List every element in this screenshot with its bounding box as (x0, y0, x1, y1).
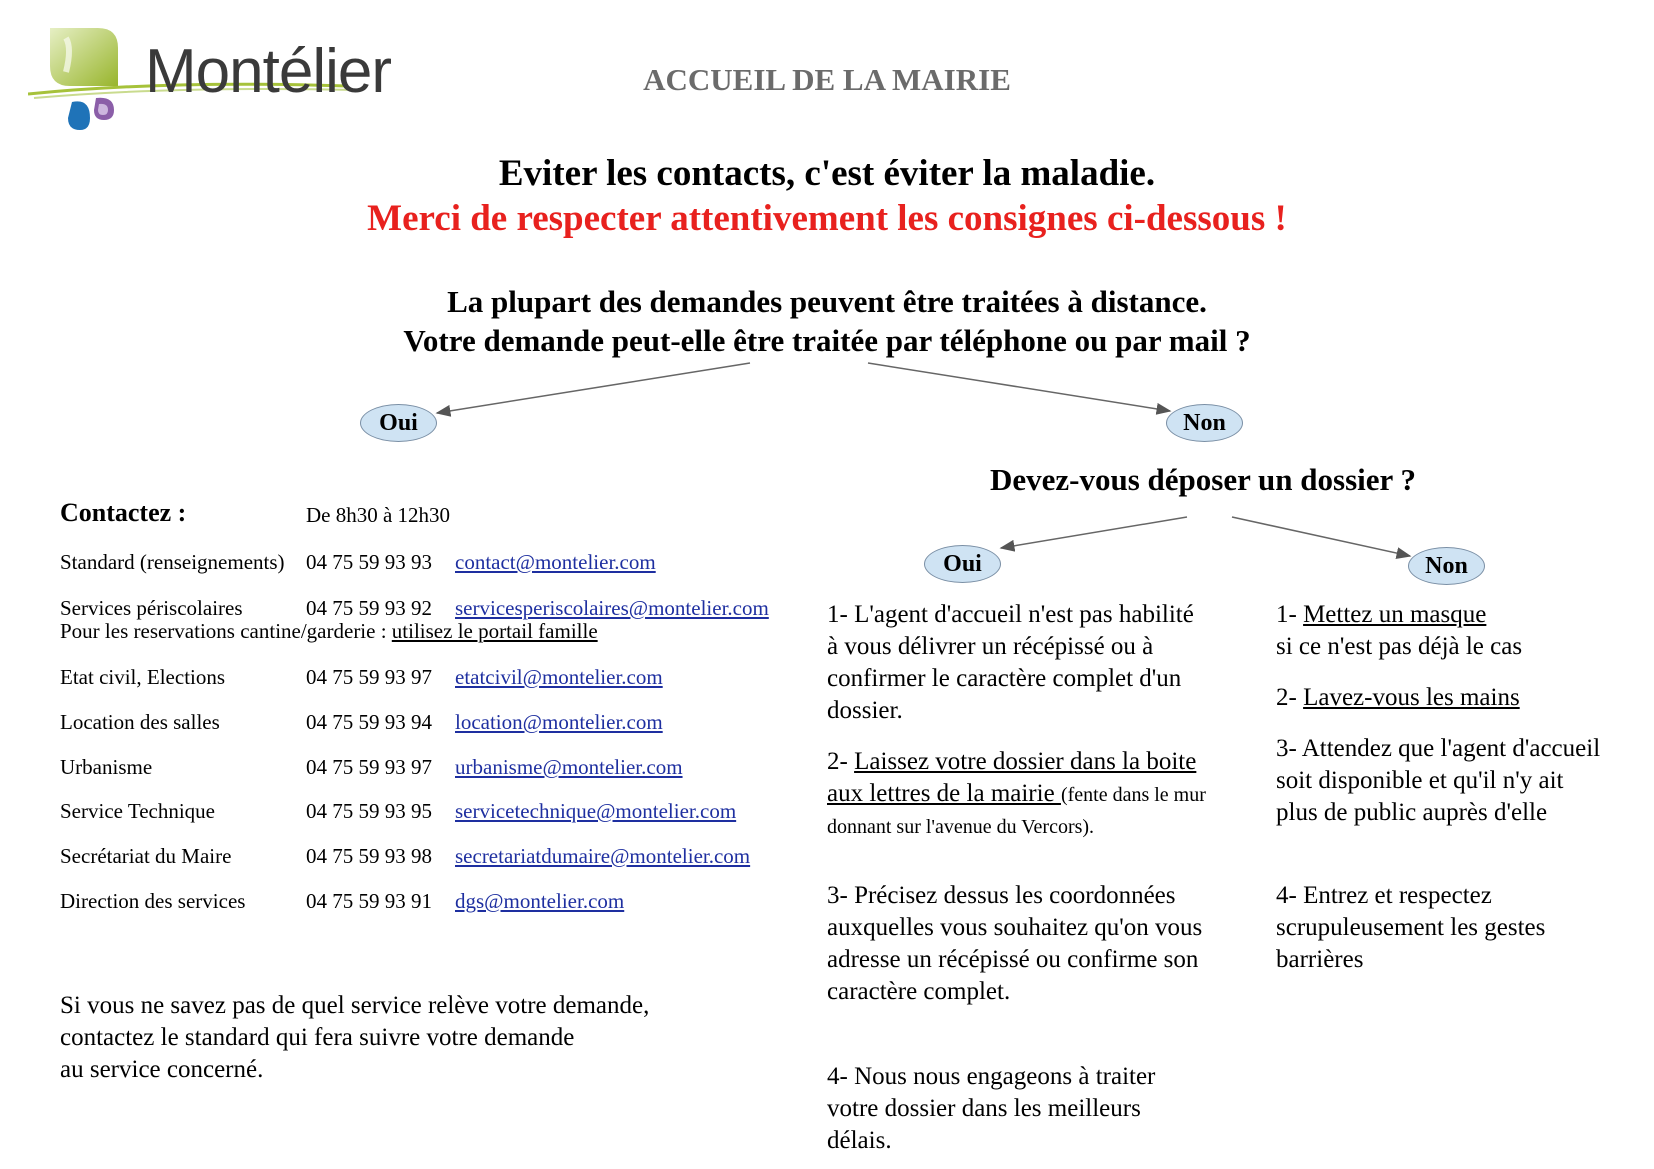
visit-step-4: 4- Entrez et respectez scrupuleusement les gestes barrières (1276, 882, 1546, 973)
opening-hours: De 8h30 à 12h30 (306, 503, 451, 527)
arrow-no-1 (868, 363, 1170, 411)
contact-email-link[interactable]: contact@montelier.com (455, 550, 656, 574)
headline-warning: Merci de respecter attentivement les consignes ci-dessous ! (367, 198, 1287, 239)
dossier-yes-bubble: Oui (924, 545, 1001, 583)
dossier-step-4: 4- Nous nous engageons à traiter votre dossier dans les meilleurs délais. (827, 1063, 1156, 1154)
visit-step-2-number: 2- (1276, 684, 1304, 711)
dossier-step-1: 1- L'agent d'accueil n'est pas habilité à vous délivrer un récépissé ou à confirmer le caractère complet d'un dossier. (827, 601, 1194, 724)
contact-label: Secrétariat du Maire (60, 844, 232, 868)
contact-email-link[interactable]: urbanisme@montelier.com (455, 755, 683, 779)
arrow-yes-2 (1001, 517, 1187, 548)
contact-email-link[interactable]: dgs@montelier.com (455, 889, 625, 913)
question-dossier: Devez-vous déposer un dossier ? (990, 462, 1416, 497)
contact-email-link[interactable]: location@montelier.com (455, 710, 663, 734)
visit-step-1 (1276, 599, 1606, 663)
standard-note-line1: Si vous ne savez pas de quel service relève votre demande, (60, 992, 650, 1019)
periscolaire-note (60, 619, 598, 644)
standard-note-line2: contactez le standard qui fera suivre votre demande (60, 1024, 575, 1051)
visit-step-2 (1276, 682, 1606, 714)
answer-yes-bubble: Oui (360, 404, 437, 442)
standard-note (60, 990, 780, 1086)
logo-wordmark: Montélier (145, 37, 391, 106)
headline: Eviter les contacts, c'est éviter la maladie. (498, 153, 1156, 194)
contact-email-link[interactable]: secretariatdumaire@montelier.com (455, 844, 751, 868)
page-title: ACCUEIL DE LA MAIRIE (643, 62, 1011, 97)
contact-phone: 04 75 59 93 97 (306, 755, 432, 779)
dossier-step-2-instruction: Laissez votre dossier dans la boite aux lettres de la mairie (827, 748, 1197, 807)
arrow-yes-1 (437, 363, 750, 413)
dossier-step-2-number: 2- (827, 748, 855, 775)
visit-step-1-number: 1- (1276, 601, 1304, 628)
contact-phone: 04 75 59 93 98 (306, 844, 432, 868)
visit-step-1-detail: si ce n'est pas déjà le cas (1276, 633, 1523, 660)
visit-step-1-instruction: Mettez un masque (1303, 601, 1487, 628)
dossier-step-3: 3- Précisez dessus les coordonnées auxquelles vous souhaitez qu'on vous adresse un récépissé ou confirme son caractère complet. (827, 882, 1203, 1005)
contact-label: Location des salles (60, 710, 220, 734)
periscolaire-note-text: Pour les reservations cantine/garderie : (60, 619, 392, 643)
contact-phone: 04 75 59 93 94 (306, 710, 432, 734)
dossier-step-2 (827, 746, 1207, 842)
contact-email-link[interactable]: servicesperiscolaires@montelier.com (455, 596, 769, 620)
visit-step-2-instruction: Lavez-vous les mains (1303, 684, 1520, 711)
portail-famille-link[interactable]: utilisez le portail famille (391, 619, 598, 643)
contact-label: Service Technique (60, 799, 215, 823)
contact-label: Direction des services (60, 889, 246, 913)
contact-phone: 04 75 59 93 91 (306, 889, 432, 913)
contact-label: Etat civil, Elections (60, 665, 226, 689)
contact-phone: 04 75 59 93 95 (306, 799, 432, 823)
contact-phone: 04 75 59 93 93 (306, 550, 432, 574)
visit-step-3: 3- Attendez que l'agent d'accueil soit disponible et qu'il n'y ait plus de public auprès d'elle (1276, 735, 1601, 826)
contact-phone: 04 75 59 93 97 (306, 665, 432, 689)
dossier-no-bubble: Non (1408, 547, 1485, 585)
question-remote-line1: La plupart des demandes peuvent être traitées à distance. (447, 284, 1207, 319)
arrow-no-2 (1232, 517, 1410, 556)
contacts-title: Contactez : (60, 498, 187, 527)
answer-no-bubble: Non (1166, 404, 1243, 442)
contact-email-link[interactable]: etatcivil@montelier.com (455, 665, 663, 689)
question-remote-line2: Votre demande peut-elle être traitée par téléphone ou par mail ? (403, 323, 1251, 358)
contact-email-link[interactable]: servicetechnique@montelier.com (455, 799, 737, 823)
contact-label: Standard (renseignements) (60, 550, 285, 574)
standard-note-line3: au service concerné. (60, 1056, 264, 1083)
contact-phone: 04 75 59 93 92 (306, 596, 432, 620)
contact-label: Urbanisme (60, 755, 153, 779)
contact-label: Services périscolaires (60, 596, 243, 620)
dossier-step-2-detail: (fente dans le mur donnant sur l'avenue du Vercors). (827, 784, 1206, 838)
